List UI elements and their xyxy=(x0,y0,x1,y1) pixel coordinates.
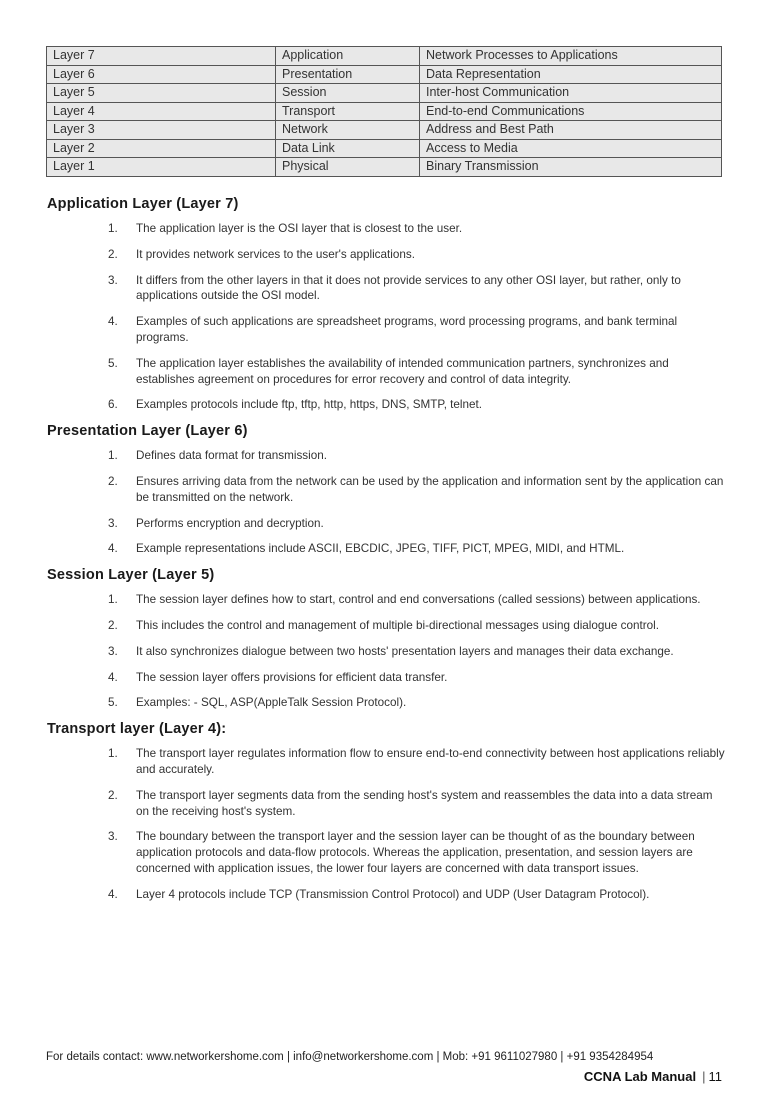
table-cell: Data Link xyxy=(276,139,420,158)
list-number: 4. xyxy=(108,315,118,329)
list-number: 3. xyxy=(108,273,118,287)
list-number: 5. xyxy=(108,356,118,370)
list-number: 2. xyxy=(108,788,118,802)
list-text: Performs encryption and decryption. xyxy=(136,516,324,530)
list-text: Example representations include ASCII, EBCDIC, JPEG, TIFF, PICT, MPEG, MIDI, and HTML. xyxy=(136,542,625,556)
list-number: 3. xyxy=(108,830,118,844)
table-cell: Data Representation xyxy=(420,65,722,84)
list-number: 3. xyxy=(108,644,118,658)
table-cell: Inter-host Communication xyxy=(420,84,722,103)
list-text: The session layer defines how to start, control and end conversations (called sessions) between applications. xyxy=(136,593,701,607)
section-heading: Transport layer (Layer 4): xyxy=(47,721,227,738)
list-item xyxy=(47,592,727,608)
list-number: 4. xyxy=(108,670,118,684)
list-item xyxy=(47,618,727,634)
list-text: Examples: - SQL, ASP(AppleTalk Session Protocol). xyxy=(136,696,407,710)
table-cell: Session xyxy=(276,84,420,103)
table-cell: Application xyxy=(276,47,420,66)
list-item xyxy=(47,448,727,464)
table-cell: Access to Media xyxy=(420,139,722,158)
list-text: The transport layer segments data from the sending host's system and reassembles the data into a data stream on the receiving host's system. xyxy=(136,788,713,818)
list-item xyxy=(47,887,727,903)
list-item xyxy=(47,221,727,237)
footer-separator: | xyxy=(702,1069,706,1084)
table-cell: Binary Transmission xyxy=(420,158,722,177)
list-number: 6. xyxy=(108,398,118,412)
list-text: The application layer is the OSI layer that is closest to the user. xyxy=(136,222,463,235)
table-cell: Network xyxy=(276,121,420,140)
footer-brand xyxy=(584,1069,722,1084)
list-item xyxy=(47,829,727,876)
list-number: 4. xyxy=(108,887,118,901)
table-cell: Layer 4 xyxy=(47,102,276,121)
table-row xyxy=(47,65,722,84)
table-cell: Presentation xyxy=(276,65,420,84)
list-item xyxy=(47,247,727,263)
list-number: 1. xyxy=(108,747,118,761)
table-row xyxy=(47,84,722,103)
list-item xyxy=(47,314,727,346)
list-number: 3. xyxy=(108,516,118,530)
list-text: Examples of such applications are spreadsheet programs, word processing programs, and bank terminal programs. xyxy=(136,315,678,344)
list-item xyxy=(47,746,727,778)
table-row xyxy=(47,139,722,158)
table-cell: End-to-end Communications xyxy=(420,102,722,121)
manual-title: CCNA Lab Manual xyxy=(583,1069,697,1084)
page-number: 11 xyxy=(708,1069,722,1084)
list-text: It provides network services to the user's applications. xyxy=(136,247,415,261)
table-cell: Network Processes to Applications xyxy=(420,47,722,66)
list-item xyxy=(47,788,727,820)
list-number: 4. xyxy=(108,542,118,556)
list-text: It differs from the other layers in that it does not provide services to any other OSI layer, but rather, only to applications outside the OSI model. xyxy=(136,273,681,303)
list-text: This includes the control and management of multiple bi-directional messages using dialogue control. xyxy=(136,618,659,632)
numbered-list xyxy=(47,221,727,413)
numbered-list xyxy=(47,746,727,902)
numbered-list xyxy=(47,592,727,711)
list-text: Defines data format for transmission. xyxy=(136,449,327,463)
list-number: 1. xyxy=(108,449,118,463)
list-item xyxy=(47,474,727,506)
section-heading: Session Layer (Layer 5) xyxy=(47,567,215,584)
table-cell: Layer 7 xyxy=(47,47,276,66)
table-row xyxy=(47,47,722,66)
list-item xyxy=(47,670,727,686)
table-cell: Layer 5 xyxy=(47,84,276,103)
list-number: 2. xyxy=(108,474,118,488)
osi-layers-table xyxy=(46,46,722,177)
table-cell: Address and Best Path xyxy=(420,121,722,140)
table-cell: Layer 2 xyxy=(47,139,276,158)
list-text: The session layer offers provisions for efficient data transfer. xyxy=(136,670,448,684)
list-number: 1. xyxy=(108,593,118,607)
table-row xyxy=(47,121,722,140)
table-cell: Physical xyxy=(276,158,420,177)
list-item xyxy=(47,541,727,557)
list-number: 2. xyxy=(108,618,118,632)
table-cell: Layer 3 xyxy=(47,121,276,140)
list-item xyxy=(47,695,727,711)
list-item xyxy=(47,397,727,413)
section-heading: Presentation Layer (Layer 6) xyxy=(47,423,248,440)
table-cell: Layer 6 xyxy=(47,65,276,84)
list-text: Examples protocols include ftp, tftp, http, https, DNS, SMTP, telnet. xyxy=(136,398,483,412)
numbered-list xyxy=(47,448,727,557)
table-row xyxy=(47,102,722,121)
list-text: The transport layer regulates information flow to ensure end-to-end connectivity between host applications reliably and accurately. xyxy=(136,747,725,776)
list-item xyxy=(47,644,727,660)
list-text: The boundary between the transport layer and the session layer can be thought of as the boundary between application protocols and data-flow protocols. Whereas the application, presentation, and session layers are concerned with application issues, the lower four layers are concerned with data transport issues. xyxy=(136,830,695,875)
table-cell: Transport xyxy=(276,102,420,121)
list-number: 2. xyxy=(108,247,118,261)
table-cell: Layer 1 xyxy=(47,158,276,177)
list-number: 1. xyxy=(108,222,118,235)
footer-contact: For details contact: www.networkershome.com | info@networkershome.com | Mob: +91 9611027980 | +91 9354284954 xyxy=(46,1051,654,1063)
list-number: 5. xyxy=(108,696,118,710)
list-item xyxy=(47,273,727,305)
section-heading: Application Layer (Layer 7) xyxy=(47,196,239,212)
table-row xyxy=(47,158,722,177)
list-text: Layer 4 protocols include TCP (Transmission Control Protocol) and UDP (User Datagram Protocol). xyxy=(136,887,650,901)
list-text: Ensures arriving data from the network can be used by the application and information sent by the application can be transmitted on the network. xyxy=(136,474,724,504)
list-text: It also synchronizes dialogue between two hosts' presentation layers and manages their data exchange. xyxy=(136,644,674,658)
list-item xyxy=(47,516,727,532)
list-text: The application layer establishes the availability of intended communication partners, synchronizes and establishes agreement on procedures for error recovery and control of data integrity. xyxy=(136,356,669,386)
list-item xyxy=(47,356,727,388)
document-body xyxy=(47,196,727,913)
